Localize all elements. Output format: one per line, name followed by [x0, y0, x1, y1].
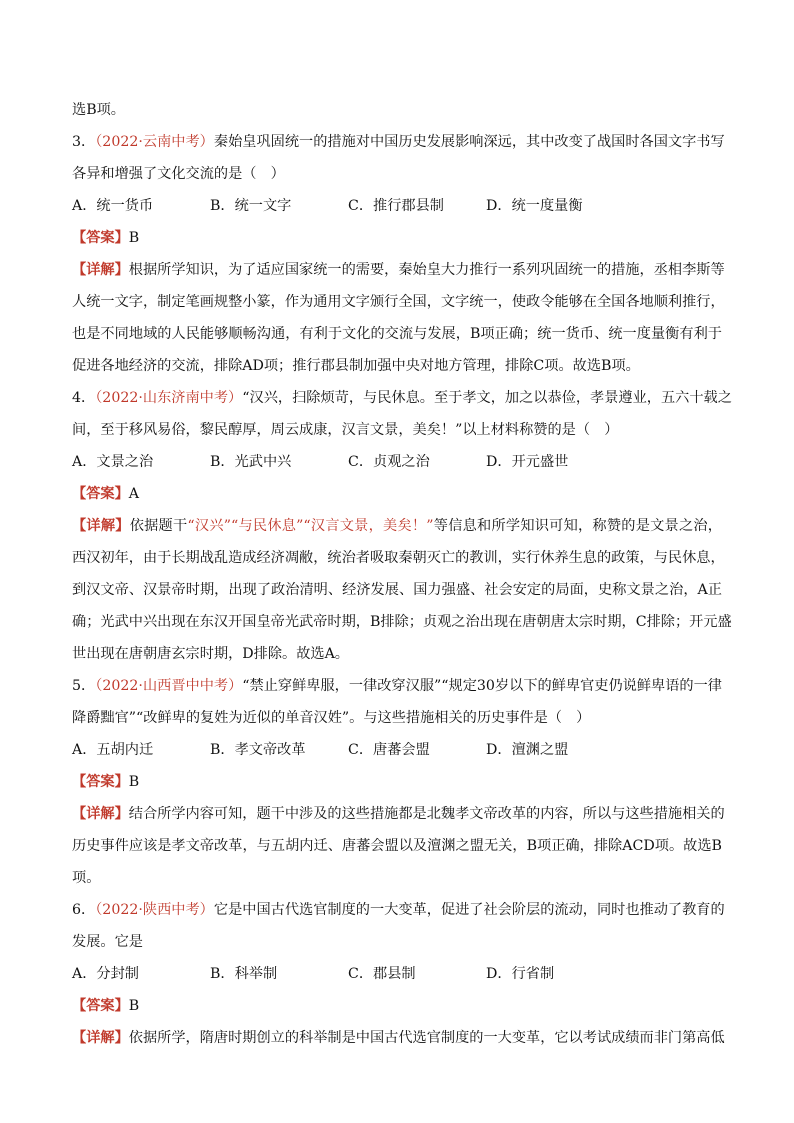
q5-stem-line-1 — [72, 676, 722, 708]
q4-answer-line — [72, 484, 722, 516]
q4-detail-rest: 等信息和所学知识可知，称赞的是文景之治， — [433, 518, 722, 534]
q6-option-b: B．科举制 — [210, 966, 278, 982]
q5-answer-line — [72, 772, 722, 804]
q6-detail-tag: 【详解】 — [72, 1030, 129, 1046]
q4-source: （2022·山东济南中考） — [95, 390, 243, 406]
q5-option-b: B．孝文帝改革 — [210, 742, 306, 758]
q4-stem-line-1 — [72, 388, 732, 420]
q5-answer-tag: 【答案】 — [72, 774, 129, 790]
q5-detail-line-1 — [72, 804, 725, 836]
q6-answer: B — [128, 998, 140, 1014]
q3-stem-line-1 — [72, 132, 725, 164]
q4-detail-line-4: 确；光武中兴出现在东汉开国皇帝光武帝时期，B排除；贞观之治出现在唐朝唐太宗时期，C排除；开元盛 — [72, 614, 732, 630]
q4-options — [72, 452, 722, 484]
q4-detail-quote: “汉兴”“与民休息”“汉言文景，美矣！” — [187, 518, 434, 534]
q6-answer-tag: 【答案】 — [72, 998, 129, 1014]
q6-option-d: D．行省制 — [486, 966, 555, 982]
q3-detail-1: 根据所学知识，为了适应国家统一的需要，秦始皇大力推行一系列巩固统一的措施，丞相李斯等 — [128, 262, 725, 278]
q5-detail-tag: 【详解】 — [72, 806, 129, 822]
q4-answer-tag: 【答案】 — [72, 486, 129, 502]
q3-answer-line — [72, 228, 722, 260]
q4-option-c: C．贞观之治 — [348, 454, 430, 470]
q5-number: 5． — [72, 678, 96, 694]
q4-detail-tag: 【详解】 — [72, 518, 130, 534]
q3-option-d: D．统一度量衡 — [486, 198, 583, 214]
q6-source: （2022·陕西中考） — [95, 902, 214, 918]
q4-stem-2: 间，至于移风易俗，黎民醇厚，周云成康，汉言文景，美矣！”以上材料称赞的是（ ） — [72, 422, 619, 438]
q2-tail-line: 选B项。 — [72, 102, 125, 118]
q4-detail-line-1 — [72, 516, 722, 548]
q5-detail-line-3: 项。 — [72, 870, 101, 886]
q3-options — [72, 196, 722, 228]
q3-number: 3． — [72, 134, 96, 150]
q5-options — [72, 740, 722, 772]
q4-stem-1: “汉兴，扫除烦苛，与民休息。至于孝文，加之以恭俭，孝景遵业，五六十载之 — [242, 390, 732, 406]
q5-detail-line-2: 历史事件应该是孝文帝改革，与五胡内迁、唐蕃会盟以及澶渊之盟无关，B项正确，排除ACD项。故选B — [72, 838, 722, 854]
q5-stem-1: “禁止穿鲜卑服，一律改穿汉服”“规定30岁以下的鲜卑官吏仍说鲜卑语的一律 — [242, 678, 722, 694]
q3-detail-line-4: 促进各地经济的交流，排除AD项；推行郡县制加强中央对地方管理，排除C项。故选B项。 — [72, 358, 640, 374]
q5-detail-1: 结合所学内容可知，题干中涉及的这些措施都是北魏孝文帝改革的内容，所以与这些措施相关的 — [128, 806, 725, 822]
q6-stem-1: 它是中国古代选官制度的一大变革，促进了社会阶层的流动，同时也推动了教育的 — [213, 902, 725, 918]
q6-detail-line-1 — [72, 1028, 725, 1060]
q4-detail-lead: 依据题干 — [129, 518, 188, 534]
q6-stem-line-1 — [72, 900, 725, 932]
q5-source: （2022·山西晋中中考） — [95, 678, 243, 694]
document-page — [72, 100, 732, 1060]
q4-detail-line-3: 到汉文帝、汉景帝时期，出现了政治清明、经济发展、国力强盛、社会安定的局面，史称文景之治，A正 — [72, 582, 722, 598]
q5-stem-2: 降爵黜官”“改鲜卑的复姓为近似的单音汉姓”。与这些措施相关的历史事件是（ ） — [72, 710, 591, 726]
q3-detail-line-3: 也是不同地域的人民能够顺畅沟通，有利于文化的交流与发展，B项正确；统一货币、统一度量衡有利于 — [72, 326, 722, 342]
q6-stem-2: 发展。它是 — [72, 934, 143, 950]
q5-option-c: C．唐蕃会盟 — [348, 742, 430, 758]
q6-option-a: A．分封制 — [72, 966, 139, 982]
q3-source: （2022·云南中考） — [95, 134, 214, 150]
q6-options — [72, 964, 722, 996]
q4-option-b: B．光武中兴 — [210, 454, 292, 470]
q3-option-b: B．统一文字 — [210, 198, 292, 214]
q4-detail-line-5: 世出现在唐朝唐玄宗时期，D排除。故选A。 — [72, 646, 349, 662]
q3-answer: B — [128, 230, 140, 246]
q3-option-a: A．统一货币 — [72, 198, 154, 214]
q6-number: 6． — [72, 902, 96, 918]
q5-option-a: A．五胡内迁 — [72, 742, 154, 758]
q4-option-a: A．文景之治 — [72, 454, 154, 470]
q6-answer-line — [72, 996, 722, 1028]
q3-detail-line-1 — [72, 260, 725, 292]
q4-answer: A — [128, 486, 140, 502]
q3-stem-2: 各异和增强了文化交流的是（ ） — [72, 166, 285, 182]
q3-detail-line-2: 人统一文字，制定笔画规整小篆，作为通用文字颁行全国，文字统一，使政令能够在全国各地顺利推行， — [72, 294, 725, 310]
q3-detail-tag: 【详解】 — [72, 262, 129, 278]
q3-stem-1: 秦始皇巩固统一的措施对中国历史发展影响深远，其中改变了战国时各国文字书写 — [213, 134, 725, 150]
q3-answer-tag: 【答案】 — [72, 230, 129, 246]
q3-option-c: C．推行郡县制 — [348, 198, 444, 214]
q6-detail-1: 依据所学，隋唐时期创立的科举制是中国古代选官制度的一大变革，它以考试成绩而非门第高低 — [128, 1030, 725, 1046]
q4-number: 4． — [72, 390, 96, 406]
q4-detail-line-2: 西汉初年，由于长期战乱造成经济凋敝，统治者吸取秦朝灭亡的教训，实行休养生息的政策，与民休息， — [72, 550, 725, 566]
q5-answer: B — [128, 774, 140, 790]
q6-option-c: C．郡县制 — [348, 966, 416, 982]
q5-option-d: D．澶渊之盟 — [486, 742, 569, 758]
q4-option-d: D．开元盛世 — [486, 454, 569, 470]
